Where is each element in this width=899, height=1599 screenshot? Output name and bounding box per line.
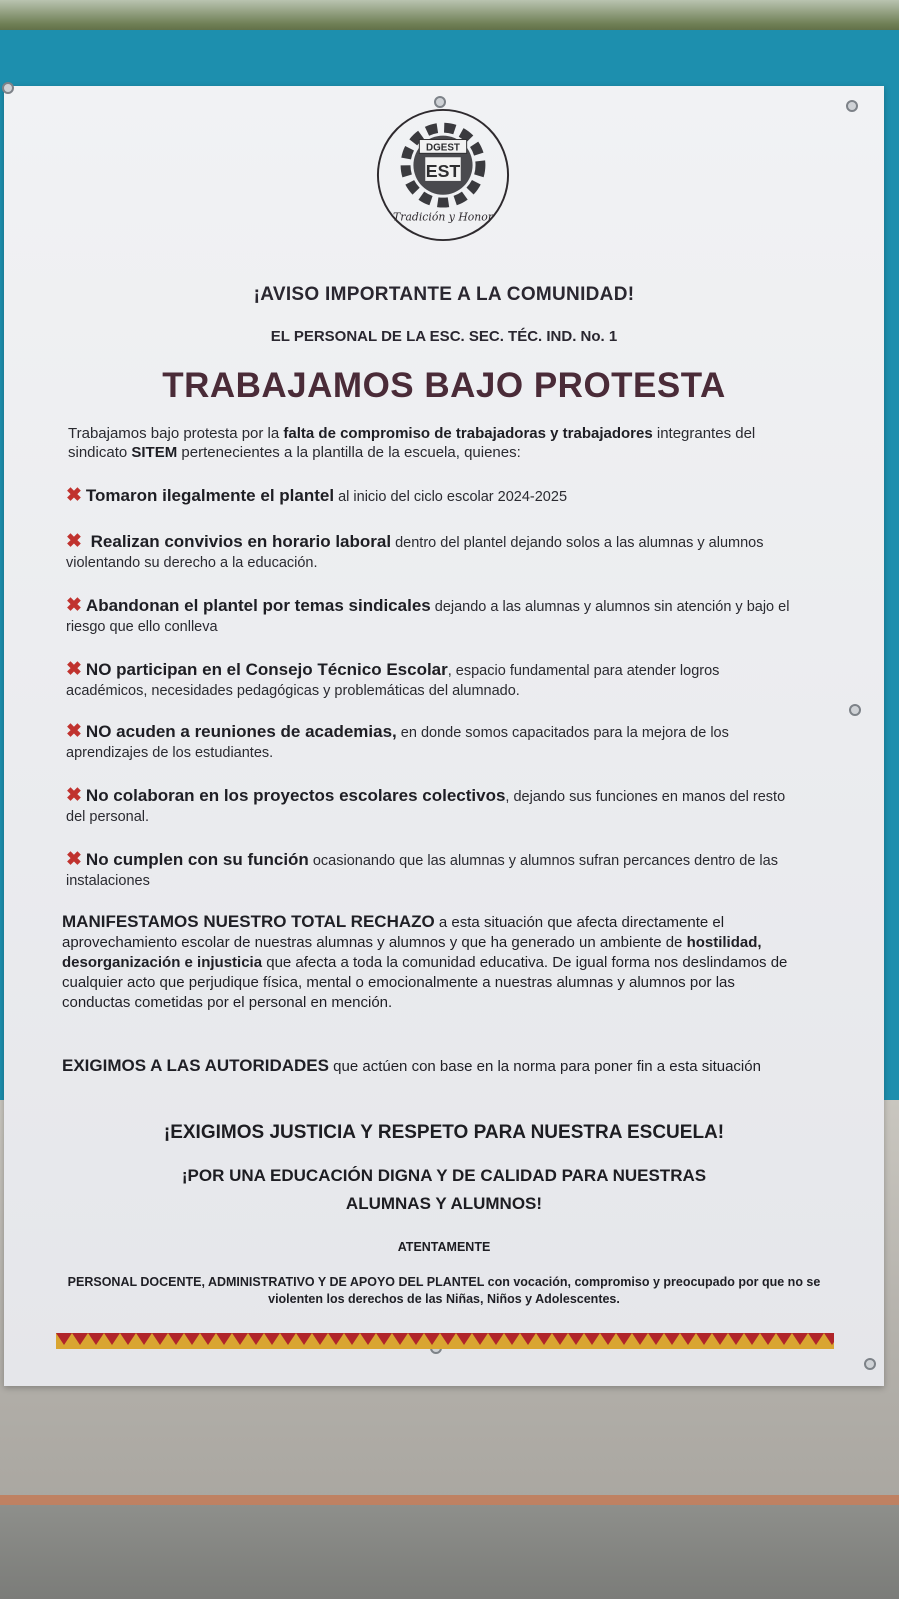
grievance-item (66, 486, 801, 507)
intro-text: Trabajamos bajo protesta por la (68, 425, 284, 442)
grievance-item (66, 722, 801, 763)
logo-acronym: DGEST (426, 142, 460, 154)
signature-title: PERSONAL DOCENTE, ADMINISTRATIVO Y DE APOYO DEL PLANTEL (67, 1275, 485, 1289)
union-name: SITEM (131, 444, 178, 461)
grommet (2, 82, 14, 94)
page-title: TRABAJAMOS BAJO PROTESTA (162, 366, 726, 405)
grievance-title: Tomaron ilegalmente el plantel (85, 486, 335, 505)
cross-mark-icon: ✖ (66, 531, 82, 552)
grievance-item (66, 532, 801, 573)
grievance-text: en donde somos capacitados para la mejora de los aprendizajes de los estudiantes. (66, 725, 729, 761)
intro-text: integrantes del sindicato (68, 425, 756, 461)
closing-salutation: ATENTAMENTE (397, 1240, 491, 1254)
grievance-text: dentro del plantel dejando solos a las alumnas y alumnos violentando su derecho a la educación. (66, 535, 764, 571)
justice-slogan: ¡EXIGIMOS JUSTICIA Y RESPETO PARA NUESTRA ESCUELA! (163, 1122, 725, 1143)
education-slogan-line-1: ¡POR UNA EDUCACIÓN DIGNA Y DE CALIDAD PARA NUESTRAS (181, 1166, 707, 1185)
cross-mark-icon: ✖ (66, 721, 82, 742)
education-slogan-line-2: ALUMNAS Y ALUMNOS! (345, 1194, 543, 1213)
rejection-emphasis: hostilidad, desorganización e injusticia (62, 934, 762, 971)
intro-text: pertenecientes a la plantilla de la escuela, quienes: (177, 444, 521, 461)
cross-mark-icon: ✖ (66, 659, 82, 680)
grievance-title: Abandonan el plantel por temas sindicales (85, 596, 431, 615)
logo-motto: Tradición y Honor (393, 210, 493, 224)
grievance-text: , dejando sus funciones en manos del resto del personal. (66, 789, 786, 825)
grievance-title: NO participan en el Consejo Técnico Escolar (85, 660, 448, 679)
protest-banner (4, 86, 884, 1386)
grievance-text: ocasionando que las alumnas y alumnos sufran percances dentro de las instalaciones (66, 853, 778, 889)
grievance-item (66, 660, 801, 701)
grievance-title: NO acuden a reuniones de academias, (85, 722, 397, 741)
grievance-text: al inicio del ciclo escolar 2024-2025 (334, 489, 568, 505)
intro-emphasis: falta de compromiso de trabajadoras y trabajadores (283, 425, 653, 442)
grievance-text: dejando a las alumnas y alumnos sin atención y bajo el riesgo que ello conlleva (66, 599, 790, 635)
cross-mark-icon: ✖ (66, 595, 82, 616)
grievance-item (66, 596, 801, 637)
sidewalk (0, 1505, 899, 1599)
signature-text: con vocación, compromiso y preocupado por que no se violenten los derechos de las Niñas, Niños y Adolescentes. (268, 1275, 821, 1306)
grievance-title: Realizan convivios en horario laboral (85, 532, 392, 551)
cross-mark-icon: ✖ (66, 785, 82, 806)
signature-block (64, 1274, 824, 1308)
rejection-text: a esta situación que afecta directamente el aprovechamiento escolar de nuestras alumnas y alumnos y que ha generado un ambiente de (62, 914, 725, 951)
grievance-title: No colaboran en los proyectos escolares colectivos (85, 786, 506, 805)
notice-heading: ¡AVISO IMPORTANTE A LA COMUNIDAD! (253, 284, 635, 305)
intro-paragraph (68, 424, 798, 462)
cross-mark-icon: ✖ (66, 849, 82, 870)
staff-line: EL PERSONAL DE LA ESC. SEC. TÉC. IND. No. 1 (270, 328, 618, 345)
grommet (849, 704, 861, 716)
grievance-item (66, 850, 801, 891)
decorative-zigzag-border (56, 1333, 834, 1349)
grievance-text: , espacio fundamental para atender logros académicos, necesidades pedagógicas y problemáticas del alumnado. (66, 663, 720, 699)
grievance-item (66, 786, 801, 827)
cross-mark-icon: ✖ (66, 485, 82, 506)
demand-heading: EXIGIMOS A LAS AUTORIDADES (62, 1056, 329, 1075)
grievance-title: No cumplen con su función (85, 850, 309, 869)
demand-text: que actúen con base en la norma para poner fin a esta situación (329, 1058, 761, 1075)
rejection-paragraph (62, 912, 802, 1013)
grommet (864, 1358, 876, 1370)
demand-paragraph (62, 1056, 802, 1077)
grommet (846, 100, 858, 112)
rejection-heading: MANIFESTAMOS NUESTRO TOTAL RECHAZO (62, 912, 435, 931)
rejection-text: que afecta a toda la comunidad educativa. De igual forma nos deslindamos de cualquier acto que perjudique física, mental o emocionalmente a nuestras alumnas y alumnos por las conductas cometidas por el personal en mención. (62, 954, 788, 1011)
school-logo (374, 106, 512, 244)
logo-letters: EST (425, 160, 461, 181)
